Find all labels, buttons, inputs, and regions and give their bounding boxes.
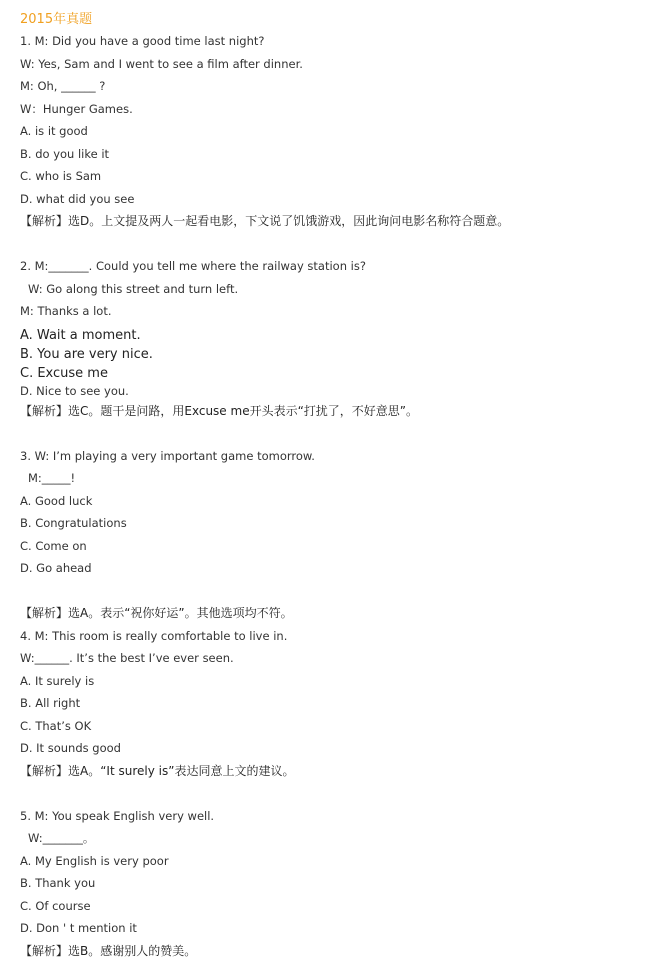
spacer xyxy=(20,422,640,445)
option-c: C. Come on xyxy=(20,538,87,553)
question-stem: 1. M: Did you have a good time last night? xyxy=(20,34,265,48)
option-a: A. Wait a moment. xyxy=(20,327,141,343)
option-c: C. Of course xyxy=(20,898,91,913)
option-d: D. Don ' t mention it xyxy=(20,921,137,935)
dialogue-line: W：Hunger Games. xyxy=(20,101,133,116)
dialogue-line: M:_____! xyxy=(28,471,76,485)
question-stem: 4. M: This room is really comfortable to live in. xyxy=(20,628,288,643)
option-d: D. Nice to see you. xyxy=(20,383,129,398)
dialogue-line: M: Thanks a lot. xyxy=(20,304,112,318)
explanation: 【解析】选A。表示“祝你好运”。其他选项均不符。 xyxy=(20,606,293,620)
question-5 xyxy=(20,805,640,963)
option-c: C. Excuse me xyxy=(20,365,108,381)
spacer xyxy=(20,782,640,805)
option-c: C. That’s OK xyxy=(20,718,92,733)
dialogue-line: W:_______。 xyxy=(28,831,95,845)
option-c: C. who is Sam xyxy=(20,169,102,183)
option-b: B. Congratulations xyxy=(20,516,127,530)
option-b: B. All right xyxy=(20,696,81,710)
option-d: D. Go ahead xyxy=(20,561,92,575)
option-d: D. It sounds good xyxy=(20,741,121,755)
question-1 xyxy=(20,30,640,233)
explanation: 【解析】选D。上文提及两人一起看电影，下文说了饥饿游戏，因此询问电影名称符合题意。 xyxy=(20,214,510,228)
spacer xyxy=(20,580,640,603)
spacer xyxy=(20,233,640,256)
question-3 xyxy=(20,445,640,625)
option-a: A. is it good xyxy=(20,124,88,138)
dialogue-line: W: Go along this street and turn left. xyxy=(28,281,239,296)
option-d: D. what did you see xyxy=(20,191,135,206)
question-4 xyxy=(20,625,640,783)
explanation: 【解析】选B。感谢别人的赞美。 xyxy=(20,943,197,958)
option-b: B. do you like it xyxy=(20,146,110,161)
question-stem: 2. M:_______. Could you tell me where the railway station is? xyxy=(20,259,366,273)
question-2 xyxy=(20,255,640,422)
document xyxy=(20,10,640,962)
option-b: B. You are very nice. xyxy=(20,346,153,362)
page-title: 2015年真题 xyxy=(20,12,93,27)
option-a: A. It surely is xyxy=(20,673,95,688)
explanation: 【解析】选C。题干是问路，用Excuse me开头表示“打扰了，不好意思”。 xyxy=(20,403,419,418)
question-stem: 3. W: I’m playing a very important game tomorrow. xyxy=(20,448,315,463)
explanation: 【解析】选A。“It surely is”表达同意上文的建议。 xyxy=(20,763,295,778)
option-b: B. Thank you xyxy=(20,876,96,890)
option-a: A. My English is very poor xyxy=(20,853,169,868)
dialogue-line: M: Oh, ______ ? xyxy=(20,79,106,93)
dialogue-line: W: Yes, Sam and I went to see a film after dinner. xyxy=(20,56,303,71)
option-a: A. Good luck xyxy=(20,493,93,508)
question-stem: 5. M: You speak English very well. xyxy=(20,808,215,823)
dialogue-line: W:______. It’s the best I’ve ever seen. xyxy=(20,651,234,665)
